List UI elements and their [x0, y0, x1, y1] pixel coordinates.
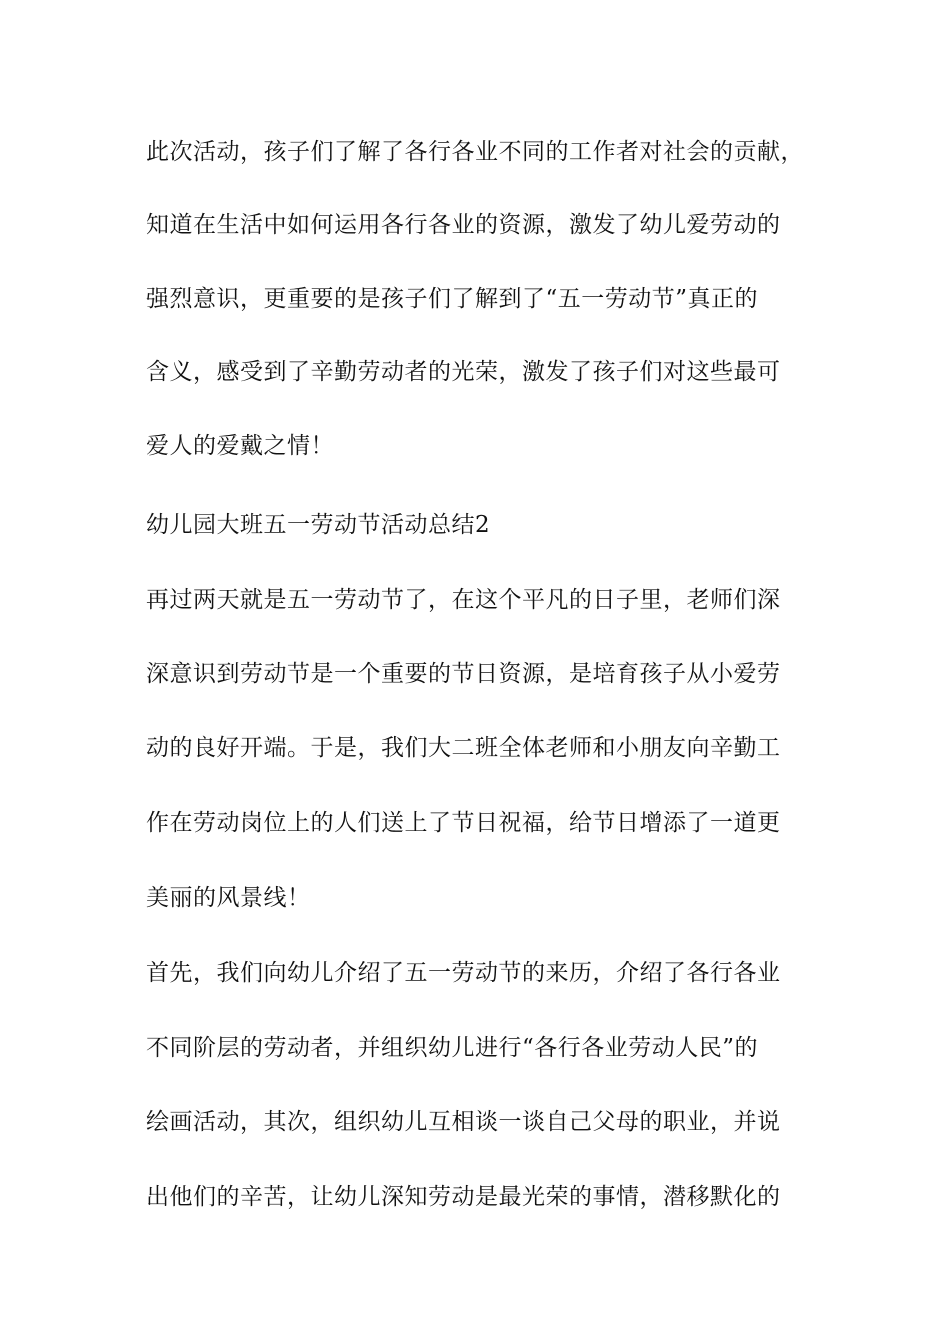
paragraph-1-line-4: 含义，感受到了辛勤劳动者的光荣，激发了孩子们对这些最可 [146, 359, 781, 385]
paragraph-1-line-3: 强烈意识，更重要的是孩子们了解到了“五一劳动节”真正的 [146, 286, 759, 312]
paragraph-3-line-1: 首先，我们向幼儿介绍了五一劳动节的来历，介绍了各行各业 [146, 960, 781, 986]
paragraph-1-line-5: 爱人的爱戴之情！ [146, 433, 334, 459]
paragraph-1-line-1: 此次活动，孩子们了解了各行各业不同的工作者对社会的贡献， [146, 139, 804, 165]
paragraph-2-line-1: 再过两天就是五一劳动节了，在这个平凡的日子里，老师们深 [146, 587, 781, 613]
paragraph-2-line-4: 作在劳动岗位上的人们送上了节日祝福，给节日增添了一道更 [146, 810, 781, 836]
paragraph-2-line-2: 深意识到劳动节是一个重要的节日资源，是培育孩子从小爱劳 [146, 661, 781, 687]
paragraph-2-line-3: 动的良好开端。于是，我们大二班全体老师和小朋友向辛勤工 [146, 735, 781, 761]
paragraph-3-line-2: 不同阶层的劳动者，并组织幼儿进行“各行各业劳动人民”的 [146, 1035, 759, 1061]
section-heading: 幼儿园大班五一劳动节活动总结2 [146, 512, 491, 538]
paragraph-1-line-2: 知道在生活中如何运用各行各业的资源，激发了幼儿爱劳动的 [146, 212, 781, 238]
paragraph-3-line-3: 绘画活动，其次，组织幼儿互相谈一谈自己父母的职业，并说 [146, 1109, 781, 1135]
paragraph-3-line-4: 出他们的辛苦，让幼儿深知劳动是最光荣的事情，潜移默化的 [146, 1184, 781, 1210]
paragraph-2-line-5: 美丽的风景线！ [146, 885, 311, 911]
